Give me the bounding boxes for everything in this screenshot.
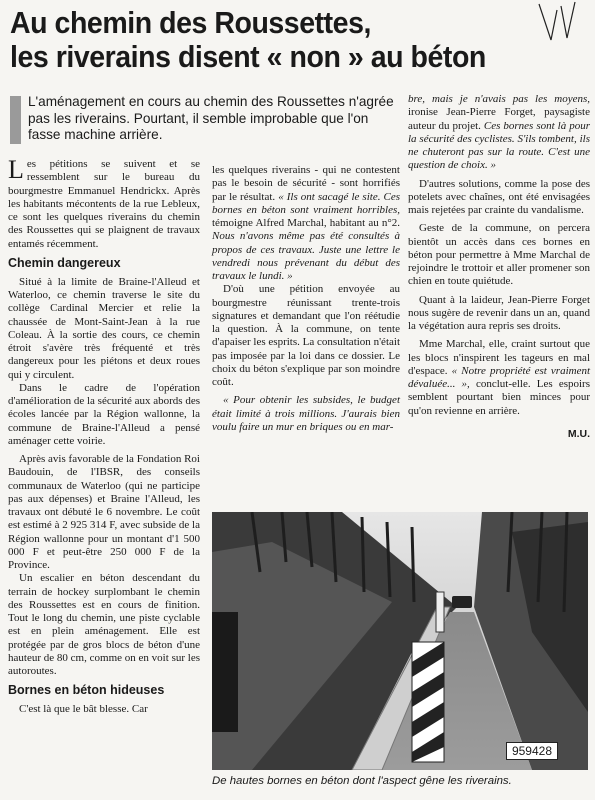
col3-paragraph-1 xyxy=(408,93,590,173)
col3-paragraph-5 xyxy=(408,338,590,418)
col2-quote: « Ils ont sacagé le site. Ces bornes en béton sont vraiment horribles, xyxy=(212,190,400,216)
col3-quote: bre, mais je n'avais pas les moyens, xyxy=(408,93,590,105)
col2-quote: « Pour obtenir les subsides, le budget était limité à trois millions. J'aurais bien voulu faire un mur en briques ou en mar- xyxy=(212,394,400,433)
road-photo xyxy=(212,512,588,770)
col1-paragraph-3: Dans le cadre de l'opération d'amélioration de la sécurité aux abords des écoles lancée par la Région wallonne, la commune de Braine-l'Alleud a pensé aménager cette voirie. xyxy=(8,381,200,447)
col1-paragraph-1: es pétitions se suivent et se ressemblent sur le bureau du bourgmestre Emmanuel Hendrickx. Après les habitants mécontents de la rue Lebleux, ce sont les quelques riverains du chemin des Roussettes qui se plaignent de travaux entamés récemment. xyxy=(8,158,200,250)
dropcap: L xyxy=(8,155,24,184)
col1-paragraph-2: Situé à la limite de Braine-l'Alleud et Waterloo, ce chemin traverse le site du collège Cardinal Mercier et relie la chaussée de Mont-Saint-Jean à la rue Coleau. À la sortie des cours, ce chemin étroit s'avère très fréquenté et très dangereux pour les piétons et deux roues qui y circulent. xyxy=(8,275,200,381)
col2-paragraph-1 xyxy=(212,164,400,283)
lead-text: L'aménagement en cours au chemin des Roussettes n'agrée pas les riverains. Pourtant, il semble improbable que l'on fasse machine arrière. xyxy=(28,94,394,142)
col3-text: ironise Jean-Pierre Forget, paysagiste auteur du projet. xyxy=(408,106,590,132)
col2-quote: Nous n'avons même pas été consultés à propos de ces travaux. Juste une lettre le vendredi nous prévenant du début des travaux le lundi. » xyxy=(212,230,400,282)
photo-image xyxy=(212,512,588,770)
col3-paragraph-3: Geste de la commune, on percera bientôt un accès dans ces bornes en béton pour permettre à Mme Marchal de rejoindre le trottoir et aller promener son chien en toute quiétude. xyxy=(408,222,590,288)
photo-caption: De hautes bornes en béton dont l'aspect gêne les riverains. xyxy=(212,775,512,787)
subheading-bornes: Bornes en béton hideuses xyxy=(8,683,165,698)
col1-paragraph-4: Après avis favorable de la Fondation Roi Baudouin, de l'IBSR, des conseils communaux de Waterloo (qui ne participe pas aux dépenses) et Braine l'Alleud, les travaux ont débuté le 6 novembre. Le coût est estimé à 2 925 314 F, avec subside de la Région wallonne pour un montant d'1 500 000 F et peut-être 250 000 F de la Province. xyxy=(8,453,200,571)
col3-paragraph-2: D'autres solutions, comme la pose des potelets avec chaînes, ont été envisagées mais rejetées par crainte du vandalisme. xyxy=(408,177,590,216)
column-2 xyxy=(212,164,400,434)
headline-line-1: Au chemin des Roussettes, xyxy=(10,5,371,40)
col3-paragraph-4: Quant à la laideur, Jean-Pierre Forget nous sugère de revenir dans un an, quand la végétation aura repris ses droits. xyxy=(408,293,590,332)
lead-bar xyxy=(10,96,21,144)
headline xyxy=(10,6,507,74)
col1-paragraph-5: Un escalier en béton descendant du terrain de hockey surplombant le chemin des Roussettes est en cours de finition. Tout le long du chemin, une piste cyclable est en plein aménagement. Elle est protégée par de gros blocs de béton d'une hauteur de 80 cm, comme on en voit sur les autoroutes. xyxy=(8,572,200,677)
headline-line-2: les riverains disent « non » au béton xyxy=(10,39,486,74)
col1-paragraph-6: C'est là que le bât blesse. Car xyxy=(19,703,148,716)
column-3 xyxy=(408,93,590,441)
subheading-chemin-dangereux: Chemin dangereux xyxy=(8,255,121,270)
lead-box xyxy=(10,94,395,146)
author-signature: M.U. xyxy=(567,427,590,440)
col2-text: les quelques riverains - qui ne contestent pas le besoin de sécurité - sont horrifiés par le résultat. xyxy=(212,164,400,203)
col3-text: conclut-elle. Les espoirs semblent pourtant bien minces pour qu'on revienne en arrière. xyxy=(408,378,590,417)
column-1 xyxy=(8,155,200,717)
photo-id-label: 959428 xyxy=(506,742,558,760)
col2-paragraph-3 xyxy=(212,394,400,434)
col3-quote: « Notre propriété est vraiment dévaluée... », xyxy=(408,364,591,390)
col2-text: témoigne Alfred Marchal, habitant au n°2. xyxy=(212,217,400,229)
col3-text: Mme Marchal, elle, craint surtout que les blocs n'inspirent les tageurs en mal d'espace. xyxy=(408,338,590,377)
col3-quote: Ces bornes sont là pour la sécurité des cyclistes. S'ils tombent, ils ne chuteront pas sur la route. C'est une question de choix. » xyxy=(408,119,590,172)
col2-paragraph-2: D'où une pétition envoyée au bourgmestre réunissant trente-trois signatures et demandant que l'on réétudie la question. À la commune, on tente d'apaiser les esprits. La consultation n'était pas imposée par la loi dans ce dossier. Le choix du béton s'explique par son moindre coût. xyxy=(212,283,400,388)
handwritten-mark xyxy=(531,0,581,48)
